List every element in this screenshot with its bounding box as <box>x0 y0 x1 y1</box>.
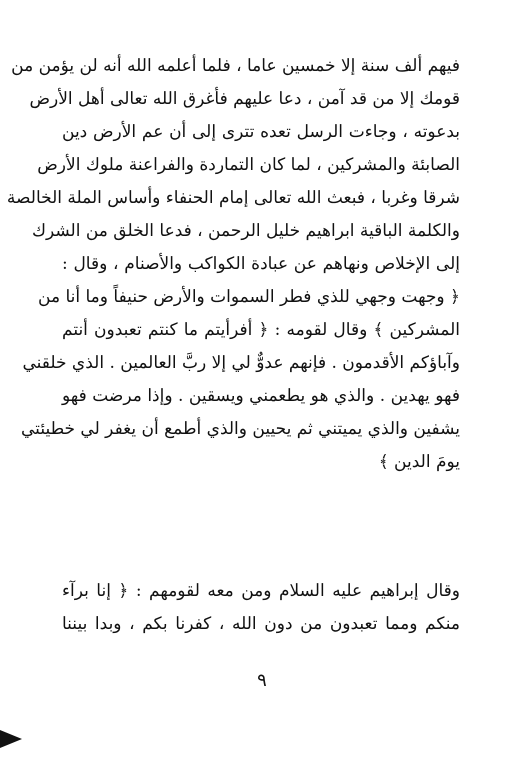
text-line: فهو يهدين . والذي هو يطعمني ويسقين . وإذا مرضت فهو <box>62 386 460 406</box>
text-line: الصابئة والمشركين ، لما كان التماردة والفراعنة ملوك الأرض <box>37 155 460 175</box>
text-line: ﴿ وجهت وجهي للذي فطر السموات والأرض حنيفاً وما أنا من <box>38 287 460 307</box>
text-line: بدعوته ، وجاءت الرسل تعده تترى إلى أن عم الأرض دين <box>62 122 460 142</box>
text-line: يشفين والذي يميتني ثم يحيين والذي أطمع أن يغفر لي خطيئتي <box>21 419 460 439</box>
text-line: والكلمة الباقية ابراهيم خليل الرحمن ، فدعا الخلق من الشرك <box>31 221 460 241</box>
text-line: منكم ومما تعبدون من دون الله ، كفرنا بكم ، وبدا بيننا <box>62 614 460 634</box>
text-line: وقال إبراهيم عليه السلام ومن معه لقومهم : ﴿ إنا برآء <box>62 581 460 601</box>
text-line: يومَ الدين ﴾ <box>378 452 460 472</box>
text-line: وآباؤكم الأقدمون . فإنهم عدوٌّ لي إلا ربَّ العالمين . الذي خلقني <box>22 353 460 373</box>
text-line: شرقا وغربا ، فبعث الله تعالى إمام الحنفاء وأساس الملة الخالصة <box>6 188 460 208</box>
paragraph-2 <box>62 575 460 641</box>
paragraph-1 <box>6 50 460 479</box>
text-line: المشركين ﴾ وقال لقومه : ﴿ أفرأيتم ما كنتم تعبدون أنتم <box>62 320 460 340</box>
text-line: إلى الإخلاص ونهاهم عن عبادة الكواكب والأصنام ، وقال : <box>62 254 460 274</box>
text-line: فيهم ألف سنة إلا خمسين عاما ، فلما أعلمه الله أنه لن يؤمن من <box>11 56 460 76</box>
text-line: قومك إلا من قد آمن ، دعا عليهم فأغرق الله تعالى أهل الأرض <box>29 89 460 109</box>
corner-triangle-icon <box>0 730 22 748</box>
page-number: ٩ <box>257 670 267 691</box>
